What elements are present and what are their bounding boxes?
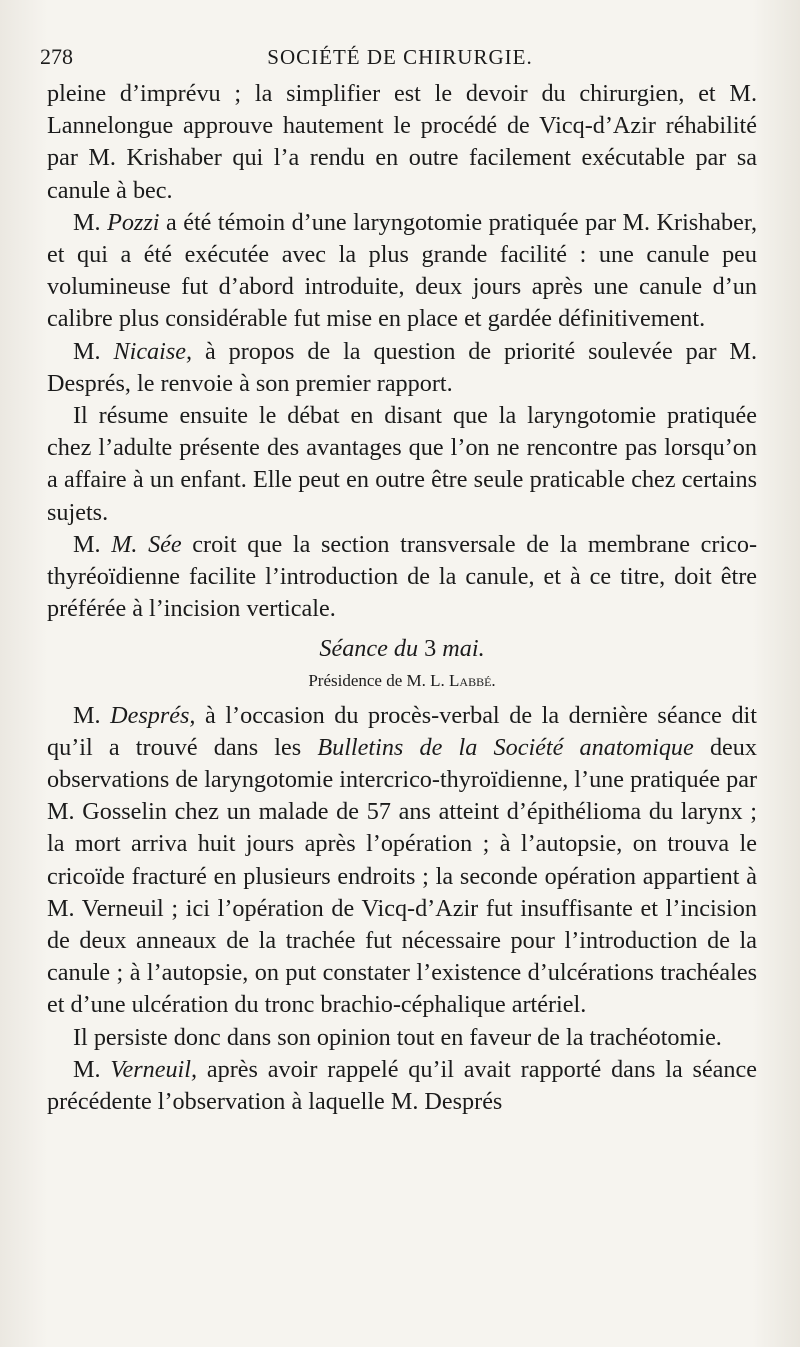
paragraph-persiste: Il persiste donc dans son opinion tout en faveur de la trachéotomie. [73, 1023, 722, 1051]
speaker-name: Verneuil, [110, 1055, 198, 1083]
paragraph-text: à l’occasion du procès-verbal de la dernière séance dit qu’il a trouvé dans les [47, 701, 757, 761]
session-title-suffix: mai. [436, 635, 485, 663]
paragraph-nicaise [47, 336, 757, 400]
speaker-name: Nicaise, [113, 337, 193, 365]
speaker-prefix: M. [73, 701, 111, 729]
running-title: SOCIÉTÉ DE CHIRURGIE. [267, 45, 533, 69]
speaker-name: M. Sée [111, 530, 182, 558]
paragraph-despres [47, 700, 757, 1022]
paragraph-see [47, 529, 757, 626]
body-text [47, 78, 757, 1118]
speaker-prefix: M. [73, 1055, 111, 1083]
page-header [40, 40, 760, 74]
paragraph-resume: Il résume ensuite le débat en disant que la laryngotomie pratiquée chez l’adulte présente des avantages que l’on ne rencontre pas lorsqu’on a affaire à un enfant. Elle peut en outre être seule praticable chez certains sujets. [47, 402, 757, 526]
page-number: 278 [40, 44, 73, 69]
presidency-line [47, 666, 757, 696]
presidency-prefix: Présidence de M. L. [308, 670, 450, 690]
journal-title: Bulletins de la Société anatomique [317, 733, 694, 761]
session-title-prefix: Séance du [319, 635, 425, 663]
paragraph-text: à propos de la question de priorité soulevée par M. Després, le renvoie à son premier rapport. [47, 337, 757, 397]
speaker-prefix: M. [73, 337, 114, 365]
speaker-name: Després, [110, 701, 196, 729]
paragraph-text: après avoir rappelé qu’il avait rapporté dans la séance précédente l’observation à laquelle M. Després [47, 1055, 757, 1116]
paragraph-text: croit que la section transversale de la membrane crico-thyréoïdienne facilite l’introduction de la canule, et à ce titre, doit être préférée à l’incision verticale. [47, 530, 757, 623]
paragraph-lannelongue: pleine d’imprévu ; la simplifier est le devoir du chirurgien, et M. Lannelongue approuve hautement le procédé de Vicq-d’Azir réhabilité par M. Krishaber qui l’a rendu en outre facilement exécutable par sa canule à bec. [47, 80, 757, 204]
president-name: Labbé. [449, 670, 496, 690]
session-title-number: 3 [424, 635, 437, 663]
speaker-prefix: M. [73, 530, 112, 558]
paragraph-pozzi [47, 207, 757, 336]
speaker-name: Pozzi [107, 208, 160, 236]
paragraph-verneuil [47, 1054, 757, 1118]
paragraph-text: deux observations de laryngotomie intercrico-thyroïdienne, l’une pratiquée par M. Gosselin chez un malade de 57 ans atteint d’épithélioma du larynx ; la mort arriva huit jours après l’opération ; à l’autopsie, on trouva le cricoïde fracturé en plusieurs endroits ; la seconde opération appartient à M. Verneuil ; ici l’opération de Vicq-d’Azir fut insuffisante et l’incision de deux anneaux de la trachée fut nécessaire pour l’introduction de la canule ; à l’autopsie, on put constater l’existence d’ulcérations trachéales et d’une ulcération du tronc brachio-céphalique artériel. [47, 733, 757, 1019]
speaker-prefix: M. [73, 208, 108, 236]
paragraph-text: a été témoin d’une laryngotomie pratiquée par M. Krishaber, et qui a été exécutée avec la plus grande facilité : une canule peu volumineuse fut d’abord introduite, deux jours après une canule d’un calibre plus considérable fut mise en place et gardée définitivement. [47, 208, 757, 333]
session-title [47, 633, 757, 665]
